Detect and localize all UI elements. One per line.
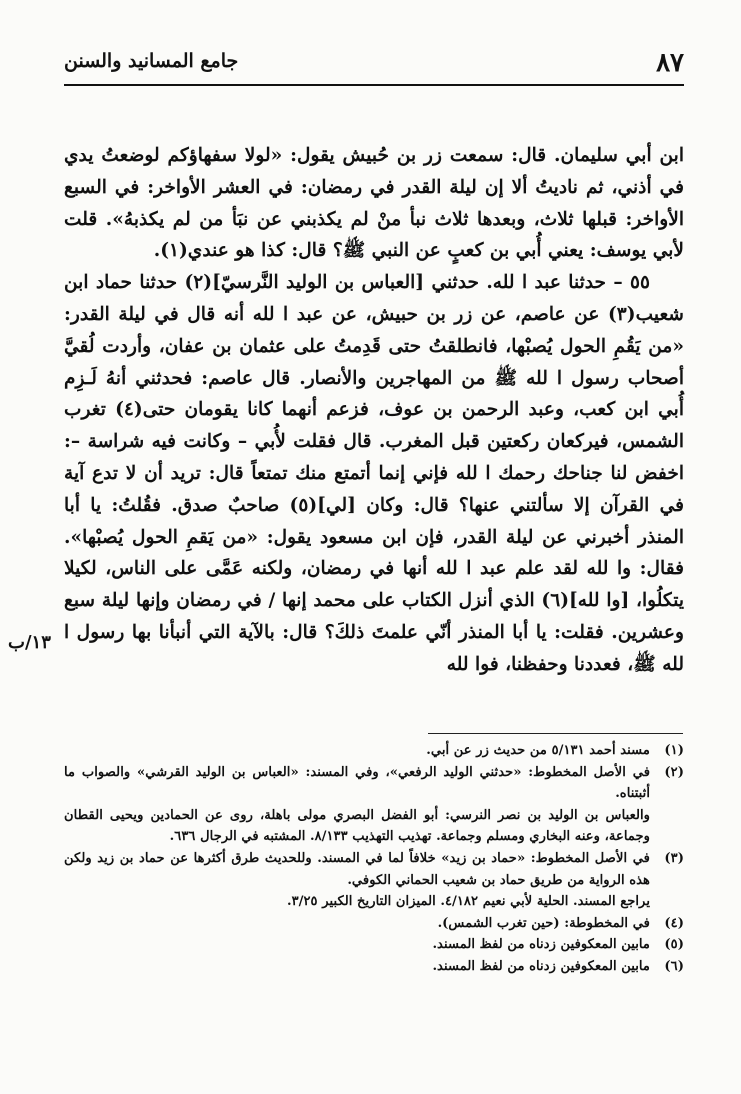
footnote-text: في الأصل المخطوط: «حدثني الوليد الرفعي»، وفي المسند: «العباس بن الوليد القرشي» والصواب ما أثبتناه. — [64, 764, 650, 802]
footnote-text: مابين المعكوفين زدناه من لفظ المسند. — [432, 937, 650, 953]
footnotes — [64, 740, 684, 978]
paragraph: ابن أبي سليمان. قال: سمعت زر بن حُبيش يقول: «لولا سفهاؤكم لوضعتُ يدي في أذني، ثم ناديتُ ألا إن ليلة القدر في رمضان: في العشر الأواخر: في السبع الأواخر: قبلها ثلاث، وبعدها ثلاث نبأ منْ لم يكذبني عن نبَأ من لم يكذبهُ». قلت لأبي يوسف: يعني أُبي بن كعبٍ عن النبي ﷺ؟ قال: كذا هو عندي(١). — [64, 145, 684, 262]
manuscript-folio-note: ١٣/ب — [8, 632, 51, 653]
footnote — [64, 913, 684, 935]
footnote-number: (٣) — [664, 850, 684, 866]
footnote-text: في الأصل المخطوط: «حماد بن زيد» خلافاً لما في المسند. وللحديث طرق أكثرها عن حماد بن زيد ولكن هذه الرواية من طريق حماد بن شعيب الحماني الكوفي. — [64, 850, 650, 888]
footnote — [64, 956, 684, 978]
footnote — [64, 740, 684, 762]
footnote-number: (٦) — [664, 958, 684, 974]
footnote-number: (٤) — [664, 915, 684, 931]
footnote-text: في المخطوطة: (حين تغرب الشمس). — [437, 915, 650, 931]
footnote-number: (١) — [664, 743, 684, 758]
footnote-number: (٥) — [664, 937, 684, 953]
footnote-number: (٢) — [664, 764, 684, 780]
footnote-text: مابين المعكوفين زدناه من لفظ المسند. — [432, 958, 650, 974]
footnote — [64, 762, 684, 805]
footnote-continuation: يراجع المسند. الحلية لأبي نعيم ٤/١٨٢. الميزان التاريخ الكبير ٣/٢٥. — [286, 894, 650, 910]
footnote — [64, 848, 684, 891]
footnote-continuation: والعباس بن الوليد بن نصر النرسي: أبو الفضل البصري مولى باهلة، روى عن الحمادين ويحيى القطان وجماعة، وعنه البخاري ومسلم وجماعة. تهذيب التهذيب ٨/١٣٣. المشتبه في الرجال ٦٣٦. — [64, 807, 650, 845]
footnote-divider — [428, 733, 683, 734]
footnote-text: مسند أحمد ٥/١٣١ من حديث زر عن أبي. — [426, 743, 650, 758]
running-title: جامع المسانيد والسنن — [64, 50, 239, 72]
main-text — [64, 140, 684, 681]
paragraph: ٥٥ – حدثنا عبد ا لله. حدثني [العباس بن الوليد النَّرسيّ](٢) حدثنا حماد ابن شعيب(٣) عن عاصم، عن زر بن حبيش، عن عبد ا لله أنه قال في ليلة القدر: «من يَقُمِ الحول يُصبْها، فانطلقتُ حتى قَدِمتُ على عثمان بن عفان، وأردت لُقيَّ أصحاب رسول ا لله ﷺ من المهاجرين والأنصار. قال عاصم: فحدثني أنهُ لَـزِم أُبي ابن كعب، وعبد الرحمن بن عوف، فزعم أنهما كانا يقومان حتى(٤) تغرب الشمس، فيركعان ركعتين قبل المغرب. قال فقلت لأُبي – وكانت فيه شراسة –: اخفض لنا جناحك رحمك ا لله فإني إنما أتمتع منك تمتعاً قال: تريد أن لا تدع آية في القرآن إلا سألتني عنها؟ قال: وكان [لي](٥) صاحبٌ صدق. فقُلتُ: يا أبا المنذر أخبرني عن ليلة القدر، فإن ابن مسعود يقول: «من يَقمِ الحول يُصبْها». فقال: وا لله لقد علم عبد ا لله أنها في رمضان، ولكنه عَمَّى على الناس، لكيلا يتكلُوا، [وا لله](٦) الذي أنزل الكتاب على محمد إنها / في رمضان وإنها ليلة سبع وعشرين. فقلت: يا أبا المنذر أنّي علمتَ ذلكَ؟ قال: بالآية التي أنبأنا بها رسول ا لله ﷺ، فعددنا وحفظنا، فوا لله — [64, 272, 684, 675]
page-number: ٨٧ — [656, 48, 684, 78]
page-header — [64, 44, 684, 86]
footnote — [64, 934, 684, 956]
